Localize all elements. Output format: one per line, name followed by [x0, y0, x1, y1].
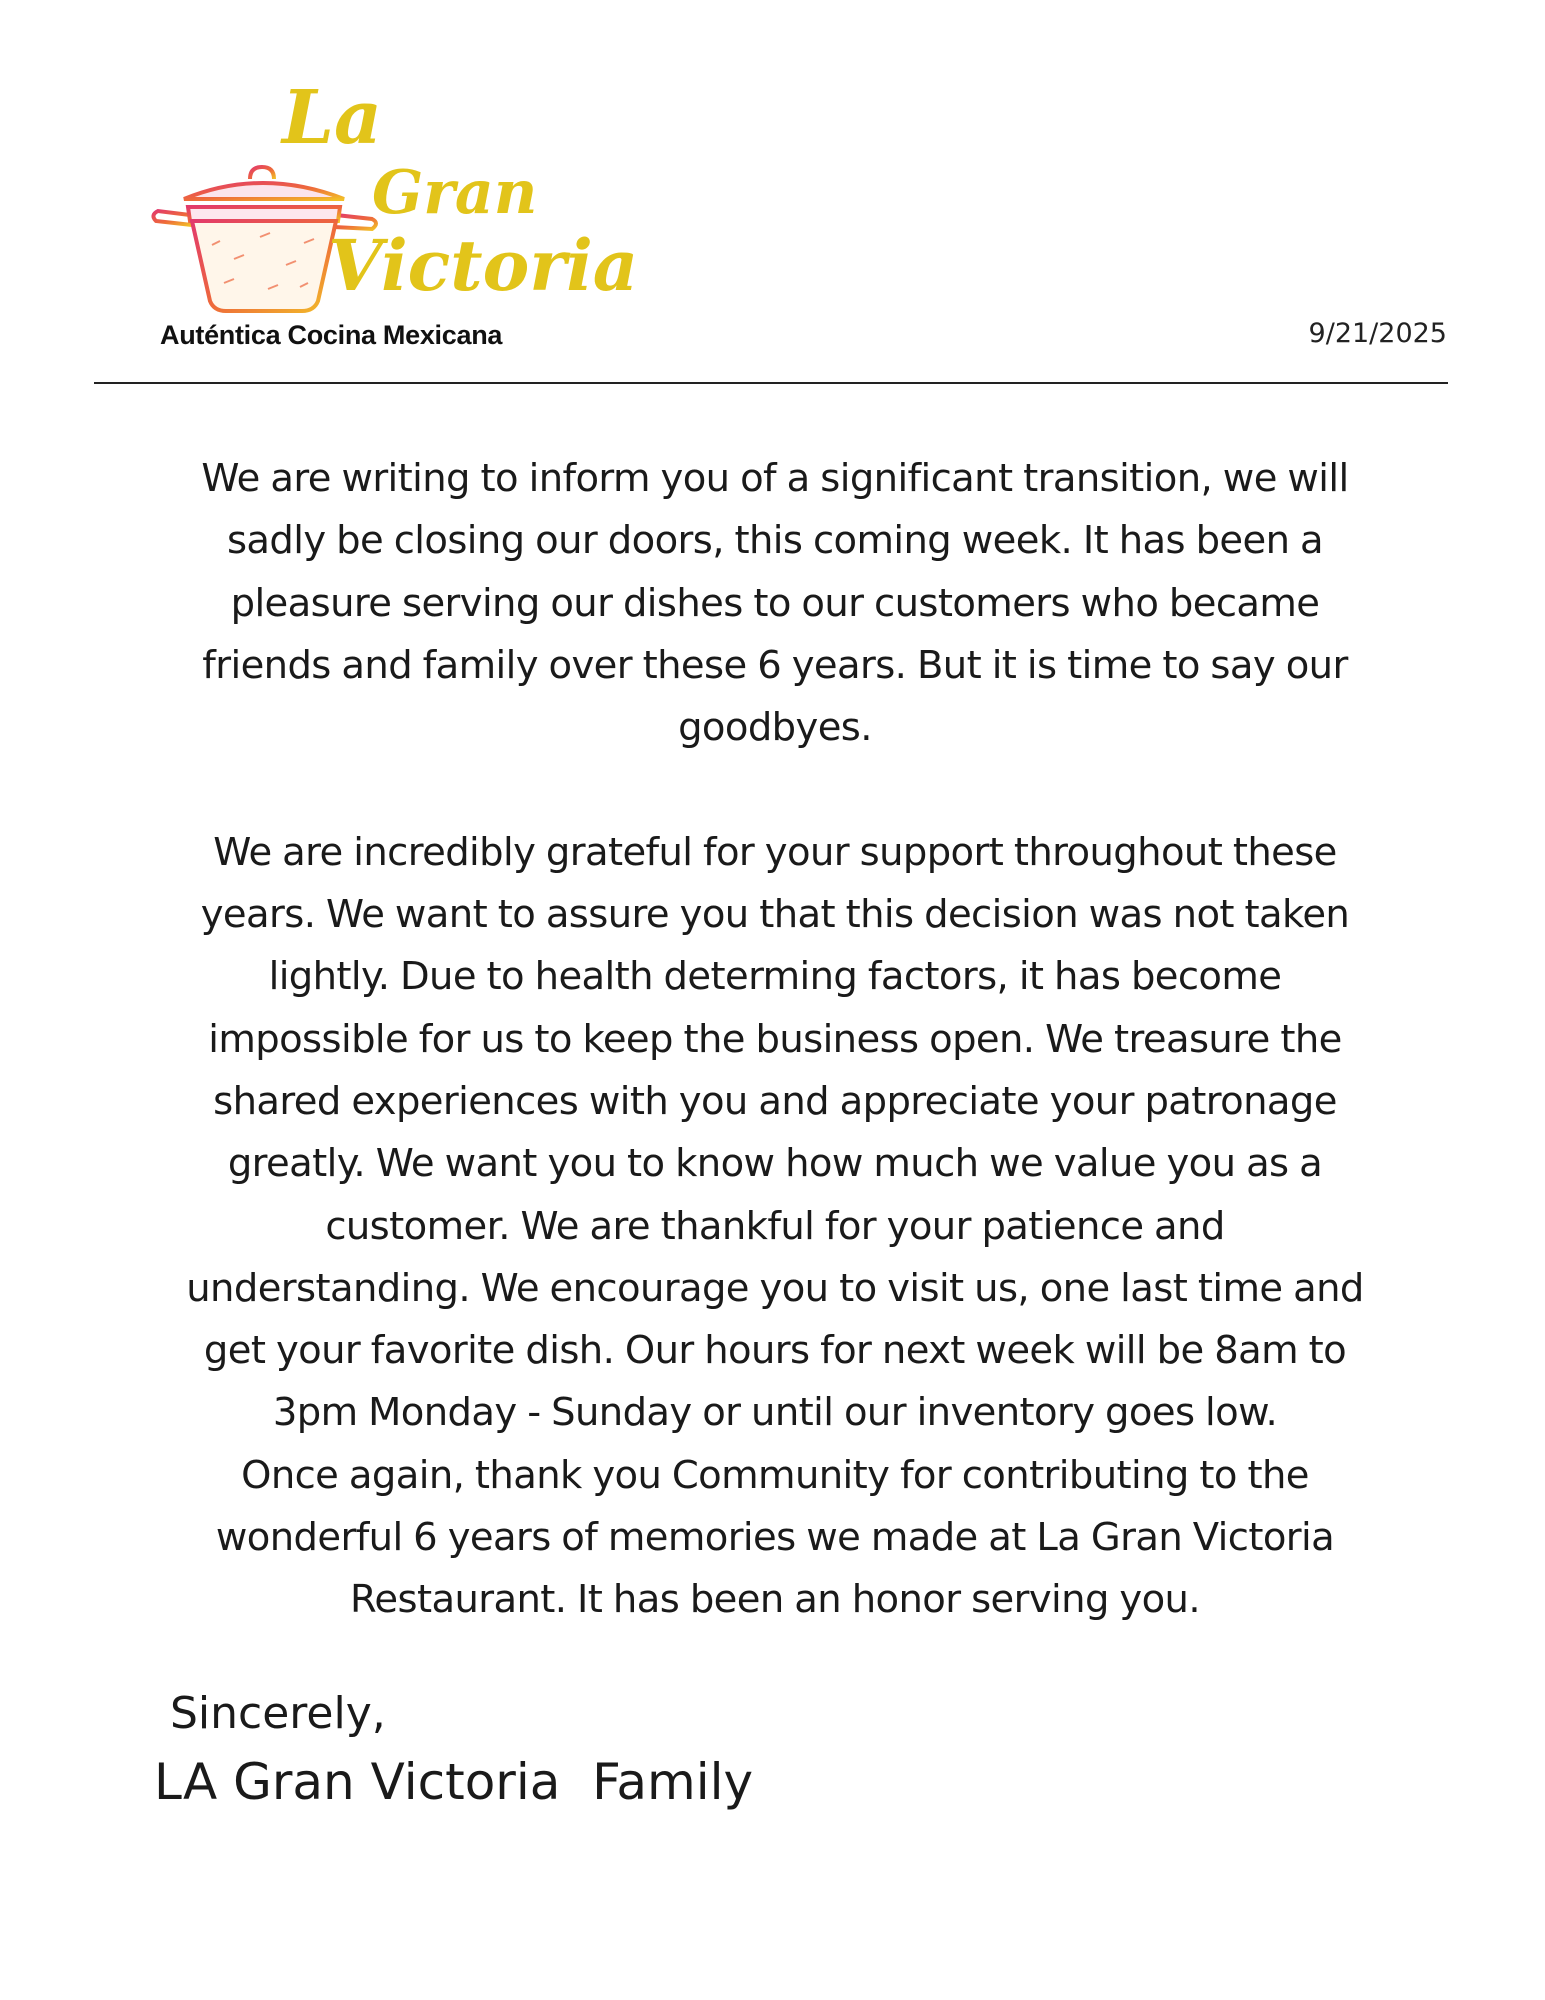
text-line: greatly. We want you to know how much we value you as a	[227, 1141, 1323, 1187]
text-line: lightly. Due to health determing factors, it has become	[268, 954, 1282, 1000]
text-line: sadly be closing our doors, this coming week. It has been a	[226, 518, 1324, 564]
text-line: Restaurant. It has been an honor serving you.	[350, 1577, 1200, 1623]
text-line: Once again, thank you Community for contributing to the	[241, 1452, 1309, 1498]
logo-text-victoria: Victoria	[328, 224, 639, 307]
logo-text-gran: Gran	[372, 158, 538, 228]
text-line: We are incredibly grateful for your support throughout these	[213, 829, 1337, 875]
text-line: 3pm Monday - Sunday or until our inventory goes low.	[272, 1390, 1278, 1436]
text-line: friends and family over these 6 years. But it is time to say our	[202, 642, 1348, 688]
text-line: understanding. We encourage you to visit us, one last time and	[186, 1265, 1364, 1311]
text-line: We are writing to inform you of a significant transition, we will	[201, 456, 1349, 501]
logo-tagline: Auténtica Cocina Mexicana	[160, 320, 503, 350]
restaurant-logo	[150, 75, 639, 355]
closing-salutation: Sincerely,	[170, 1688, 386, 1739]
text-line: shared experiences with you and appreciate your patronage	[213, 1078, 1337, 1124]
text-line: impossible for us to keep the business open. We treasure the	[208, 1016, 1342, 1062]
paragraph-closing-notice	[95, 448, 1455, 759]
text-line: pleasure serving our dishes to our customers who became	[230, 580, 1320, 626]
logo-text-la: La	[282, 75, 382, 161]
signature: LA Gran Victoria Family	[154, 1753, 754, 1811]
header-divider	[94, 382, 1448, 384]
text-line: customer. We are thankful for your patience and	[325, 1203, 1225, 1249]
text-line: get your favorite dish. Our hours for next week will be 8am to	[203, 1328, 1347, 1374]
text-line: wonderful 6 years of memories we made at La Gran Victoria	[215, 1515, 1335, 1561]
letter-date: 9/21/2025	[1308, 318, 1447, 349]
text-line: years. We want to assure you that this decision was not taken	[200, 892, 1350, 938]
paragraph-gratitude	[95, 822, 1455, 1632]
paragraph-gap	[95, 759, 1455, 821]
text-line: goodbyes.	[678, 705, 872, 751]
letter-body	[95, 448, 1455, 1632]
